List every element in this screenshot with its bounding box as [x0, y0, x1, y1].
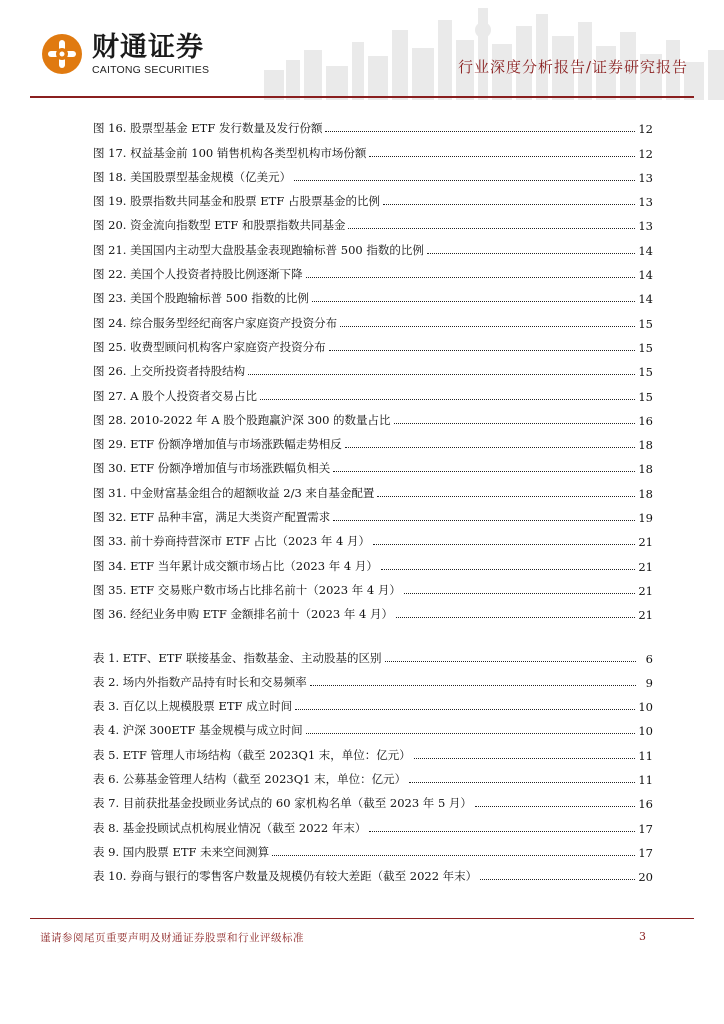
toc-entry-page: 16 [638, 413, 653, 428]
report-type-label: 行业深度分析报告/证券研究报告 [457, 58, 688, 76]
toc-entry-label: 图 32. ETF 品种丰富，满足大类资产配置需求 [93, 510, 331, 525]
toc-entry-label: 表 7. 目前获批基金投顾业务试点的 60 家机构名单（截至 2023 年 5 月） [93, 796, 472, 811]
toc-entry-page: 6 [645, 651, 653, 666]
dot-leader [414, 758, 636, 759]
toc-entry-page: 15 [638, 316, 653, 331]
toc-entry-page: 14 [638, 292, 653, 307]
logo-chinese-name: 财通证券 [92, 31, 204, 63]
footer-divider [30, 918, 694, 919]
table-of-contents [93, 112, 653, 884]
dot-leader [306, 277, 636, 278]
toc-figure-entry[interactable] [93, 185, 653, 209]
toc-table-entry[interactable] [93, 811, 653, 835]
toc-entry-page: 18 [638, 438, 653, 453]
company-logo [40, 32, 209, 76]
toc-entry-label: 图 21. 美国国内主动型大盘股基金表现跑输标普 500 指数的比例 [93, 242, 424, 257]
dot-leader [325, 131, 635, 132]
toc-figure-entry[interactable] [93, 209, 653, 233]
toc-entry-label: 图 35. ETF 交易账户数市场占比排名前十（2023 年 4 月） [93, 582, 401, 597]
dot-leader [385, 661, 636, 662]
toc-table-entry[interactable] [93, 763, 653, 787]
dot-leader [480, 879, 635, 880]
dot-leader [404, 593, 636, 594]
toc-figure-entry[interactable] [93, 258, 653, 282]
toc-figure-entry[interactable] [93, 549, 653, 573]
toc-figure-entry[interactable] [93, 112, 653, 136]
toc-figure-entry[interactable] [93, 574, 653, 598]
toc-entry-label: 图 19. 股票指数共同基金和股票 ETF 占股票基金的比例 [93, 194, 380, 209]
toc-figure-entry[interactable] [93, 331, 653, 355]
toc-entry-page: 10 [638, 724, 653, 739]
toc-entry-page: 21 [638, 608, 653, 623]
dot-leader [409, 782, 635, 783]
figure-list [93, 112, 653, 622]
toc-figure-entry[interactable] [93, 355, 653, 379]
toc-entry-page: 16 [638, 797, 653, 812]
toc-entry-label: 表 1. ETF、ETF 联接基金、指数基金、主动股基的区别 [93, 650, 382, 665]
toc-figure-entry[interactable] [93, 476, 653, 500]
toc-entry-label: 表 2. 场内外指数产品持有时长和交易频率 [93, 674, 307, 689]
dot-leader [294, 180, 635, 181]
dot-leader [345, 447, 636, 448]
toc-entry-page: 21 [638, 583, 653, 598]
toc-entry-label: 图 16. 股票型基金 ETF 发行数量及发行份额 [93, 121, 323, 136]
toc-entry-page: 19 [638, 511, 653, 526]
toc-figure-entry[interactable] [93, 233, 653, 257]
toc-figure-entry[interactable] [93, 501, 653, 525]
dot-leader [272, 855, 635, 856]
dot-leader [383, 204, 635, 205]
toc-entry-label: 图 27. A 股个人投资者交易占比 [93, 388, 258, 403]
toc-entry-page: 12 [638, 122, 653, 137]
toc-entry-page: 20 [638, 870, 653, 885]
toc-entry-page: 14 [638, 268, 653, 283]
toc-entry-page: 9 [645, 675, 653, 690]
dot-leader [396, 617, 635, 618]
toc-entry-label: 图 22. 美国个人投资者持股比例逐渐下降 [93, 267, 303, 282]
toc-entry-label: 表 8. 基金投顾试点机构展业情况（截至 2022 年末） [93, 820, 367, 835]
toc-entry-label: 表 6. 公募基金管理人结构（截至 2023Q1 末，单位：亿元） [93, 772, 407, 787]
dot-leader [248, 374, 635, 375]
dot-leader [306, 733, 636, 734]
dot-leader [369, 831, 635, 832]
toc-entry-page: 15 [638, 340, 653, 355]
toc-entry-label: 表 3. 百亿以上规模股票 ETF 成立时间 [93, 699, 293, 714]
toc-entry-label: 图 25. 收费型顾问机构客户家庭资产投资分布 [93, 339, 326, 354]
header-divider [30, 96, 694, 98]
dot-leader [260, 399, 635, 400]
toc-entry-label: 图 18. 美国股票型基金规模（亿美元） [93, 169, 292, 184]
dot-leader [377, 496, 635, 497]
toc-figure-entry[interactable] [93, 282, 653, 306]
footer-disclaimer: 谨请参阅尾页重要声明及财通证券股票和行业评级标准 [40, 932, 304, 944]
toc-entry-page: 17 [638, 845, 653, 860]
toc-entry-page: 21 [638, 559, 653, 574]
dot-leader [340, 326, 635, 327]
dot-leader [329, 350, 636, 351]
toc-table-entry[interactable] [93, 641, 653, 665]
dot-leader [333, 520, 635, 521]
table-list [93, 641, 653, 884]
toc-entry-label: 表 10. 券商与银行的零售客户数量及规模仍有较大差距（截至 2022 年末） [93, 869, 478, 884]
toc-entry-label: 图 36. 经纪业务申购 ETF 金额排名前十（2023 年 4 月） [93, 607, 394, 622]
dot-leader [373, 544, 635, 545]
toc-entry-label: 图 20. 资金流向指数型 ETF 和股票指数共同基金 [93, 218, 346, 233]
toc-entry-label: 图 28. 2010-2022 年 A 股个股跑赢沪深 300 的数量占比 [93, 412, 391, 427]
dot-leader [348, 228, 635, 229]
toc-entry-page: 10 [638, 700, 653, 715]
toc-entry-label: 图 26. 上交所投资者持股结构 [93, 364, 246, 379]
city-skyline-illustration [264, 0, 724, 100]
toc-entry-page: 11 [638, 748, 653, 763]
toc-entry-label: 图 34. ETF 当年累计成交额市场占比（2023 年 4 月） [93, 558, 378, 573]
page-header [0, 0, 724, 106]
dot-leader [369, 156, 635, 157]
toc-entry-page: 13 [638, 195, 653, 210]
toc-table-entry[interactable] [93, 666, 653, 690]
dot-leader [381, 569, 636, 570]
toc-entry-label: 表 5. ETF 管理人市场结构（截至 2023Q1 末，单位：亿元） [93, 747, 411, 762]
toc-entry-page: 12 [638, 146, 653, 161]
toc-table-entry[interactable] [93, 787, 653, 811]
toc-entry-page: 18 [638, 462, 653, 477]
toc-entry-page: 15 [638, 365, 653, 380]
toc-entry-page: 14 [638, 243, 653, 258]
toc-entry-page: 13 [638, 219, 653, 234]
logo-english-name: CAITONG SECURITIES [92, 63, 210, 76]
dot-leader [312, 301, 636, 302]
caitong-logo-icon [40, 32, 84, 76]
toc-entry-label: 表 9. 国内股票 ETF 未来空间测算 [93, 844, 270, 859]
toc-figure-entry[interactable] [93, 598, 653, 622]
toc-entry-label: 图 29. ETF 份额净增加值与市场涨跌幅走势相反 [93, 437, 342, 452]
toc-table-entry[interactable] [93, 860, 653, 884]
toc-entry-page: 18 [638, 486, 653, 501]
toc-figure-entry[interactable] [93, 136, 653, 160]
toc-figure-entry[interactable] [93, 306, 653, 330]
toc-figure-entry[interactable] [93, 525, 653, 549]
toc-entry-page: 13 [638, 170, 653, 185]
toc-entry-label: 图 30. ETF 份额净增加值与市场涨跌幅负相关 [93, 461, 331, 476]
toc-table-entry[interactable] [93, 714, 653, 738]
toc-entry-page: 11 [638, 773, 653, 788]
toc-entry-label: 图 24. 综合服务型经纪商客户家庭资产投资分布 [93, 315, 338, 330]
toc-entry-page: 21 [638, 535, 653, 550]
toc-table-entry[interactable] [93, 690, 653, 714]
toc-table-entry[interactable] [93, 738, 653, 762]
toc-entry-label: 图 17. 权益基金前 100 销售机构各类型机构市场份额 [93, 145, 367, 160]
toc-entry-page: 17 [638, 821, 653, 836]
toc-figure-entry[interactable] [93, 404, 653, 428]
dot-leader [427, 253, 636, 254]
section-gap [93, 622, 653, 641]
page-number: 3 [639, 930, 646, 943]
toc-figure-entry[interactable] [93, 379, 653, 403]
toc-figure-entry[interactable] [93, 428, 653, 452]
dot-leader [394, 423, 636, 424]
toc-entry-label: 图 31. 中金财富基金组合的超额收益 2/3 来自基金配置 [93, 485, 375, 500]
toc-entry-label: 图 33. 前十券商持营深市 ETF 占比（2023 年 4 月） [93, 534, 371, 549]
dot-leader [475, 806, 635, 807]
dot-leader [310, 685, 636, 686]
toc-entry-label: 表 4. 沪深 300ETF 基金规模与成立时间 [93, 723, 303, 738]
dot-leader [295, 709, 635, 710]
toc-table-entry[interactable] [93, 836, 653, 860]
toc-entry-label: 图 23. 美国个股跑输标普 500 指数的比例 [93, 291, 309, 306]
dot-leader [333, 471, 635, 472]
toc-figure-entry[interactable] [93, 452, 653, 476]
toc-entry-page: 15 [638, 389, 653, 404]
toc-figure-entry[interactable] [93, 161, 653, 185]
